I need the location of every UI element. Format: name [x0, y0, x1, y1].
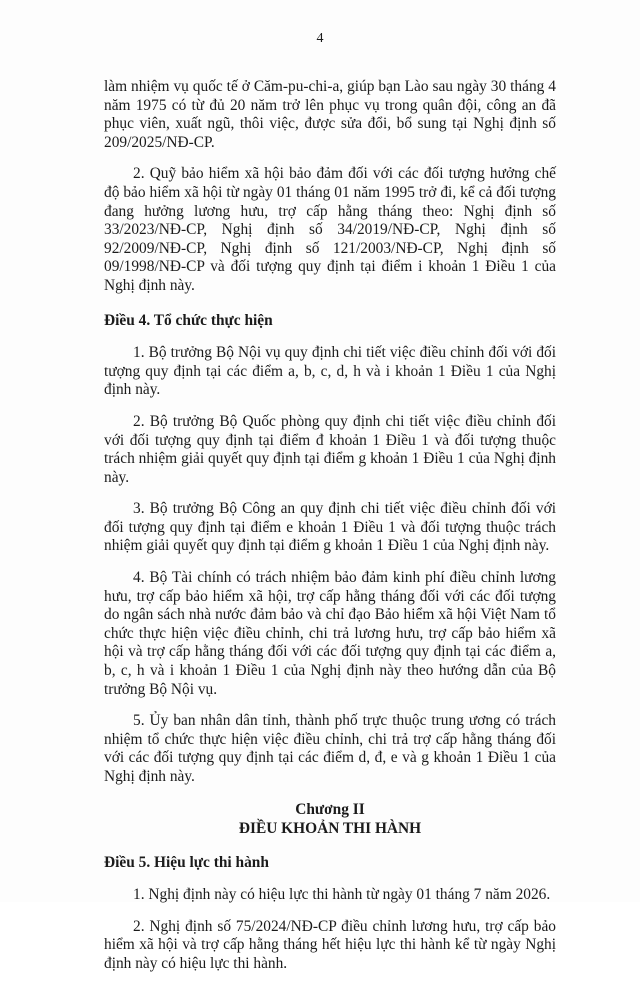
article-4-clause-1: 1. Bộ trưởng Bộ Nội vụ quy định chi tiết việc điều chỉnh đối với đối tượng quy định tại các điểm a, b, c, d, h và i khoản 1 Điều 1 của Nghị định này.: [104, 344, 556, 399]
page-number: 4: [316, 31, 324, 46]
chapter-title: ĐIỀU KHOẢN THI HÀNH: [238, 819, 422, 837]
article-4-clause-5: 5. Ủy ban nhân dân tỉnh, thành phố trực thuộc trung ương có trách nhiệm tổ chức thực hiện việc điều chỉnh, chi trả trợ cấp hằng tháng đối với các đối tượng quy định tại các điểm d, đ, e và g khoản 1 Điều 1 của Nghị định này.: [104, 712, 556, 785]
chapter-label: Chương II: [295, 800, 365, 818]
article-4-clause-2: 2. Bộ trưởng Bộ Quốc phòng quy định chi tiết việc điều chỉnh đối với đối tượng quy định tại điểm đ khoản 1 Điều 1 và đối tượng thuộc trách nhiệm giải quyết quy định tại điểm g khoản 1 Điều 1 của Nghị định này.: [104, 412, 556, 486]
paragraph-item-2: 2. Quỹ bảo hiểm xã hội bảo đảm đối với các đối tượng hưởng chế độ bảo hiểm xã hội từ ngày 01 tháng 01 năm 1995 trở đi, kể cả đối tượng đang hưởng lương hưu, trợ cấp hằng tháng theo: Nghị định số 33/2023/NĐ-CP, Nghị định số 34/2019/NĐ-CP, Nghị định số 92/2009/NĐ-CP, Nghị định số 121/2003/NĐ-CP, Nghị định số 09/1998/NĐ-CP và đối tượng quy định tại điểm i khoản 1 Điều 1 của Nghị định này.: [104, 165, 556, 294]
article-5-clause-2: 2. Nghị định số 75/2024/NĐ-CP điều chỉnh lương hưu, trợ cấp bảo hiểm xã hội và trợ cấp hằng tháng hết hiệu lực thi hành kể từ ngày Nghị định này có hiệu lực thi hành.: [104, 917, 556, 972]
document-body: [104, 78, 556, 987]
article-4-clause-3: 3. Bộ trưởng Bộ Công an quy định chi tiết việc điều chỉnh đối với đối tượng quy định tại điểm e khoản 1 Điều 1 và đối tượng thuộc trách nhiệm giải quyết quy định tại điểm g khoản 1 Điều 1 của Nghị định này.: [104, 500, 556, 555]
article-4-heading: Điều 4. Tổ chức thực hiện: [104, 311, 273, 329]
article-5-heading: Điều 5. Hiệu lực thi hành: [104, 853, 269, 871]
article-5-clause-1: 1. Nghị định này có hiệu lực thi hành từ ngày 01 tháng 7 năm 2026.: [133, 886, 551, 904]
paragraph-continuation: làm nhiệm vụ quốc tế ở Căm-pu-chi-a, giúp bạn Lào sau ngày 30 tháng 4 năm 1975 có từ đủ 20 năm trở lên phục vụ trong quân đội, công an đã phục viên, xuất ngũ, thôi việc, được sửa đổi, bổ sung tại Nghị định số 209/2025/NĐ-CP.: [104, 78, 556, 151]
article-4-clause-4: 4. Bộ Tài chính có trách nhiệm bảo đảm kinh phí điều chỉnh lương hưu, trợ cấp bảo hiểm xã hội, trợ cấp hằng tháng đối với các đối tượng do ngân sách nhà nước đảm bảo và chỉ đạo Bảo hiểm xã hội Việt Nam tổ chức thực hiện việc điều chỉnh, chi trả lương hưu, trợ cấp bảo hiểm xã hội và trợ cấp hằng tháng đối với các đối tượng quy định tại các điểm a, b, c, h và i khoản 1 Điều 1 của Nghị định này theo hướng dẫn của Bộ trưởng Bộ Nội vụ.: [104, 569, 556, 698]
